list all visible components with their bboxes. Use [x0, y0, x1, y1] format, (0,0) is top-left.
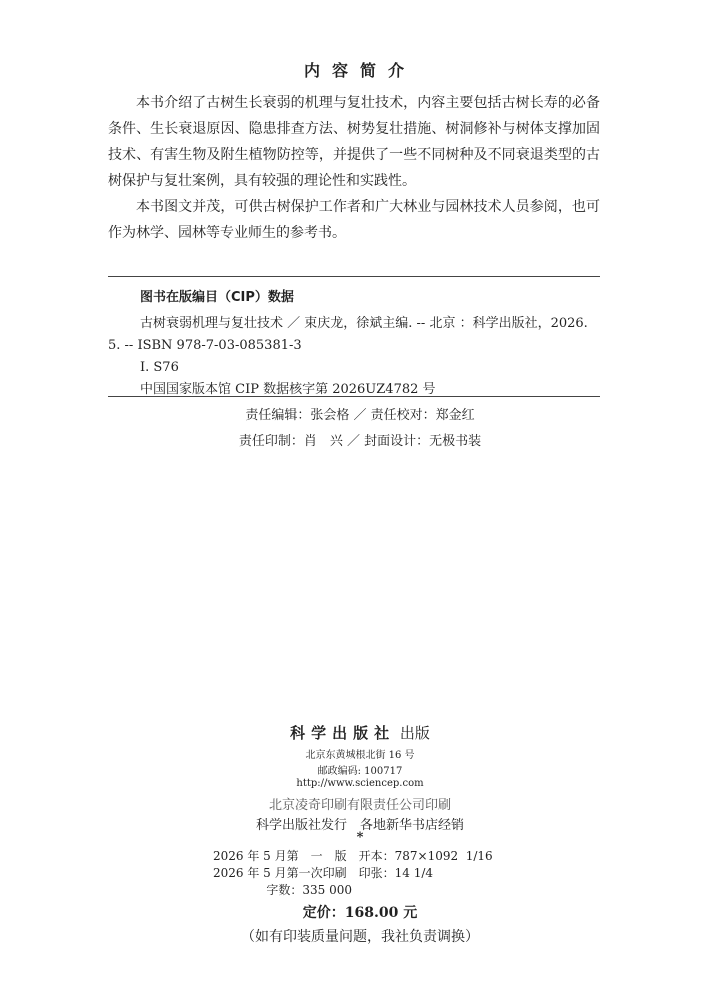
intro-paragraph-1: 本书介绍了古树生长衰弱的机理与复壮技术，内容主要包括古树长寿的必备条件、生长衰退原因、隐患排查方法、树势复壮措施、树洞修补与树体支撑加固技术、有害生物及附生植物防控等，并提供了一些不同树种及不同衰退类型的古树保护与复壮案例，具有较强的理论性和实践性。 [108, 95, 600, 189]
publisher-heading [0, 722, 720, 743]
printer-line: 北京凌奇印刷有限责任公司印刷 [268, 798, 451, 813]
price: 定价：168.00 元 [302, 905, 418, 921]
publisher-postcode: 邮政编码: 100717 [317, 766, 403, 777]
separator-asterisk: * [356, 830, 364, 845]
edition-row-1: 2026 年 5 月第 一 版 开本：787×1092 1/16 [213, 849, 493, 863]
edition-row-3: 字数：335 000 [213, 883, 353, 897]
edition-row-2: 2026 年 5 月第一次印刷 印张：14 1/4 [213, 866, 434, 880]
intro-body [108, 90, 600, 246]
cip-block [108, 313, 600, 401]
cip-catalog-line: 古树衰弱机理与复壮技术 ／ 束庆龙，徐斌主编. -- 北京 ：科学出版社，2026. 5. -- ISBN 978-7-03-085381-3 [108, 316, 588, 353]
quality-note: （如有印装质量问题，我社负责调换） [241, 929, 479, 945]
publisher-address: 北京东黄城根北街 16 号 [305, 750, 415, 761]
top-rule [108, 276, 600, 277]
edition-details [213, 848, 513, 899]
publisher-suffix: 出版 [399, 724, 430, 742]
publisher-name: 科学出版社 [290, 724, 396, 742]
distribution-line: 科学出版社发行 各地新华书店经销 [255, 818, 464, 833]
cip-heading: 图书在版编目（CIP）数据 [140, 290, 294, 305]
cip-record-number: 中国国家版本馆 CIP 数据核字第 2026UZ4782 号 [140, 382, 436, 397]
responsibility-line-1: 责任编辑：张会格 ／ 责任校对：郑金红 [245, 408, 475, 423]
intro-paragraph-2: 本书图文并茂，可供古树保护工作者和广大林业与园林技术人员参阅，也可作为林学、园林等专业师生的参考书。 [108, 199, 600, 241]
cip-classification: Ⅰ. S76 [140, 360, 179, 375]
publisher-url: http://www.sciencep.com [296, 778, 424, 789]
intro-title: 内容简介 [303, 61, 416, 80]
bottom-rule [108, 396, 600, 397]
responsibility-line-2: 责任印制：肖 兴 ／ 封面设计：无极书装 [238, 434, 482, 449]
